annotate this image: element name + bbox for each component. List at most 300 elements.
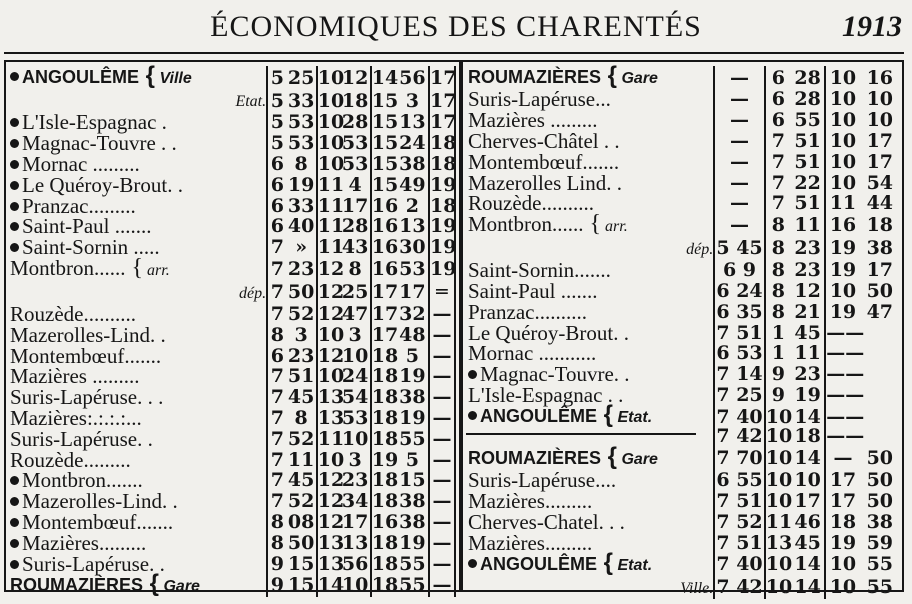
time-cell: 13: [341, 531, 369, 554]
time-cell: 10: [317, 111, 345, 134]
station-qualifier: dép.: [686, 240, 714, 258]
time-cell: 18: [371, 386, 399, 409]
time-cell: 17: [430, 66, 457, 89]
station-label: L'Isle-Espagnac . .: [468, 382, 624, 407]
table-row: [8, 216, 455, 237]
station-label: ROUMAZIÈRES: [468, 447, 602, 468]
time-cell: 6 35: [714, 301, 764, 322]
time-cell: 18: [371, 344, 399, 367]
time-cell: 23: [794, 237, 821, 260]
time-cell: 40: [287, 215, 315, 238]
time-cell: 11: [825, 193, 859, 214]
station-label: Mazières .........: [10, 364, 140, 389]
table-row: [8, 195, 455, 216]
station-name: [8, 174, 267, 195]
table-row: [8, 491, 455, 512]
table-row: [466, 66, 900, 89]
station-label: Pranzac..........: [468, 299, 587, 324]
time-cell: 33: [287, 89, 315, 112]
station-qualifier: arr.: [143, 261, 170, 279]
station-name: [466, 470, 714, 491]
time-cell: 18: [371, 552, 399, 575]
time-cell: 5: [267, 66, 286, 89]
top-rule: [4, 52, 904, 54]
bullet-icon: [10, 518, 19, 527]
time-cell: —: [825, 447, 859, 470]
time-cell: 11: [794, 342, 821, 365]
time-cell: 6: [267, 154, 286, 175]
time-cell: 50: [866, 447, 894, 470]
time-cell: 7 40: [714, 553, 764, 576]
time-cell: 10: [866, 109, 894, 132]
time-cell: 55: [866, 576, 894, 599]
time-cell: 19: [825, 301, 859, 322]
time-cell: —: [714, 214, 764, 237]
station-label: Rouzède..........: [10, 301, 136, 326]
time-cell: 8: [348, 258, 362, 281]
station-name: [466, 576, 714, 599]
station-name: [8, 112, 267, 133]
time-cell: 10: [825, 576, 859, 599]
time-cell: 6: [765, 66, 791, 89]
time-cell: 14: [794, 553, 821, 576]
time-cell: 7 25: [714, 385, 764, 406]
time-cell: 7: [267, 470, 286, 491]
table-row: [8, 281, 455, 304]
time-cell: 7 52: [714, 511, 764, 532]
time-cell: —: [429, 491, 455, 512]
time-cell: 11: [317, 236, 345, 259]
station-name: [8, 553, 267, 574]
station-name: [8, 301, 267, 326]
time-cell: 11: [794, 214, 821, 237]
station-qualifier: dép.: [239, 284, 267, 302]
time-cell: 12: [317, 281, 345, 304]
station-qualifier: Ville.: [680, 579, 714, 597]
time-cell: 7: [267, 408, 286, 429]
bullet-icon: [10, 139, 19, 148]
time-cell: 17: [866, 129, 894, 152]
time-cell: 54: [866, 171, 894, 194]
time-cell: 13: [399, 215, 426, 238]
station-name: [8, 151, 267, 176]
header: [0, 6, 912, 50]
time-cell: 38: [399, 152, 426, 175]
time-cell: 10: [317, 323, 345, 346]
time-cell: 8: [294, 406, 308, 429]
time-cell: 6: [267, 195, 286, 216]
time-cell: 51: [794, 192, 821, 215]
time-cell: 28: [794, 66, 821, 89]
time-cell: 18: [371, 365, 399, 388]
right-timetable-b: [466, 426, 900, 599]
station-name: [466, 511, 714, 532]
time-cell: 11: [317, 194, 345, 217]
time-cell: 10: [341, 427, 369, 450]
table-row: [466, 193, 900, 214]
time-cell: 11: [317, 427, 345, 450]
time-cell: 6: [765, 89, 791, 110]
time-cell: 17: [866, 150, 894, 173]
table-row: [466, 214, 900, 237]
station-name: [8, 405, 267, 430]
time-cell: 22: [794, 171, 821, 194]
time-cell: 15: [399, 469, 426, 492]
station-label: Montembœuf.......: [468, 149, 620, 174]
station-label: Saint-Sornin.......: [468, 258, 611, 283]
time-cell: 18: [794, 425, 821, 448]
time-cell: 6: [267, 345, 286, 366]
time-cell: 7 51: [714, 322, 764, 343]
time-cell: 46: [794, 510, 821, 533]
right-timetable-a: [466, 62, 900, 429]
time-cell: ——: [826, 425, 865, 448]
time-cell: 12: [794, 279, 821, 302]
time-cell: 33: [287, 194, 315, 217]
time-cell: —: [429, 304, 455, 325]
time-cell: 19: [399, 406, 426, 429]
time-cell: 10: [866, 88, 894, 111]
time-cell: 6: [267, 174, 286, 195]
time-cell: 18: [371, 490, 399, 513]
station-label: Mornac ...........: [468, 341, 597, 366]
time-cell: 17: [825, 491, 859, 512]
time-cell: 7 70: [714, 447, 764, 470]
time-cell: 50: [866, 469, 894, 492]
time-cell: 17: [430, 89, 457, 112]
time-cell: 10: [317, 89, 345, 112]
time-cell: 1: [765, 343, 791, 364]
time-cell: 10: [825, 553, 859, 576]
time-cell: —: [714, 151, 764, 172]
time-cell: ——: [826, 321, 865, 344]
station-qualifier: Etat.: [613, 556, 653, 574]
time-cell: 15: [287, 552, 315, 575]
time-cell: 12: [317, 302, 345, 325]
station-name: [466, 110, 714, 131]
station-label: Montbron......: [468, 211, 584, 236]
time-cell: 10: [765, 553, 793, 576]
station-label: Suris-Lapéruse....: [468, 468, 617, 493]
time-cell: 14: [371, 66, 399, 89]
time-cell: 28: [794, 88, 821, 111]
time-cell: 21: [794, 300, 821, 323]
station-label: Mazières.........: [468, 488, 593, 513]
station-label: Saint-Paul .......: [468, 278, 598, 303]
time-cell: —: [429, 574, 455, 597]
time-cell: 52: [287, 490, 315, 513]
station-name: [466, 278, 714, 303]
time-cell: 19: [430, 258, 457, 281]
time-cell: 38: [399, 386, 426, 409]
station-name: [466, 62, 714, 89]
table-row: [466, 172, 900, 193]
bullet-icon: [10, 181, 19, 190]
time-cell: 10: [765, 469, 793, 492]
station-name: [466, 426, 714, 447]
station-name: [8, 569, 267, 597]
time-cell: 6: [267, 216, 286, 237]
time-cell: 10: [825, 151, 859, 172]
station-name: [8, 281, 267, 304]
table-row: [8, 553, 455, 574]
table-row: [466, 301, 900, 322]
time-cell: 54: [341, 386, 369, 409]
table-row: [466, 110, 900, 131]
station-label: L'Isle-Espagnac .: [22, 110, 167, 135]
time-cell: 23: [287, 344, 315, 367]
station-name: [466, 210, 714, 237]
station-label: Pranzac.........: [22, 193, 136, 218]
time-cell: 28: [341, 215, 369, 238]
time-cell: 49: [399, 173, 426, 196]
time-cell: 14: [317, 574, 345, 597]
time-cell: 7: [267, 237, 286, 258]
time-cell: 5: [405, 344, 419, 367]
time-cell: 10: [341, 344, 369, 367]
station-name: [8, 470, 267, 491]
table-row: [8, 470, 455, 491]
time-cell: 19: [825, 237, 859, 260]
time-cell: 16: [866, 66, 894, 89]
time-cell: 15: [371, 132, 399, 155]
station-name: [8, 345, 267, 366]
time-cell: 43: [341, 236, 369, 259]
station-label: Saint-Sornin .....: [22, 235, 160, 260]
time-cell: 8: [267, 532, 286, 553]
time-cell: 45: [794, 531, 821, 554]
time-cell: 7: [267, 304, 286, 325]
time-cell: 7 42: [714, 426, 764, 447]
time-cell: 23: [794, 363, 821, 386]
time-cell: 7: [765, 151, 791, 172]
station-name: [8, 428, 267, 449]
time-cell: —: [429, 428, 455, 449]
time-cell: 19: [825, 532, 859, 553]
time-cell: 1: [765, 322, 791, 343]
brace-icon: {: [139, 62, 156, 89]
table-row: [466, 576, 900, 599]
brace-icon: {: [601, 62, 618, 89]
time-cell: —: [429, 387, 455, 408]
brace-icon: {: [143, 569, 160, 597]
time-cell: 45: [287, 386, 315, 409]
time-cell: [860, 405, 900, 428]
time-cell: 13: [765, 531, 793, 554]
station-name: [466, 488, 714, 513]
time-cell: 15: [371, 173, 399, 196]
station-label: Le Quéroy-Brout. .: [468, 320, 629, 345]
time-cell: 44: [866, 192, 894, 215]
time-cell: 15: [371, 111, 399, 134]
station-qualifier: Gare: [617, 450, 658, 468]
time-cell: 12: [317, 510, 345, 533]
station-name: [466, 548, 714, 576]
brace-icon: {: [597, 401, 614, 429]
time-cell: 5 45: [714, 237, 764, 260]
time-cell: 19: [371, 448, 399, 471]
bullet-icon: [10, 222, 19, 231]
station-label: Mazerolles-Lind. .: [22, 489, 178, 514]
bullet-icon: [10, 497, 19, 506]
brace-icon: {: [597, 548, 614, 576]
time-cell: [860, 322, 900, 343]
time-cell: 18: [371, 574, 399, 597]
time-cell: 7: [267, 449, 286, 470]
time-cell: [860, 426, 900, 447]
time-cell: ——: [826, 342, 865, 365]
time-cell: —: [429, 324, 455, 345]
station-name: [466, 322, 714, 343]
time-cell: 11: [765, 510, 793, 533]
time-cell: 15: [371, 89, 399, 112]
time-cell: 3: [405, 89, 419, 112]
station-label: Suris-Lapéruse. . .: [10, 385, 164, 410]
time-cell: 55: [866, 553, 894, 576]
time-cell: 19: [399, 365, 426, 388]
time-cell: 51: [794, 129, 821, 152]
page-title: ÉCONOMIQUES DES CHARENTÉS: [210, 10, 702, 43]
time-cell: 38: [399, 510, 426, 533]
time-cell: 25: [341, 281, 369, 304]
station-name: [466, 343, 714, 364]
table-row: [8, 532, 455, 553]
time-cell: 2: [405, 194, 419, 217]
time-cell: 7: [765, 172, 791, 193]
station-name: [8, 449, 267, 470]
time-cell: 10: [825, 66, 859, 89]
time-cell: 5: [267, 89, 286, 112]
time-cell: —: [714, 89, 764, 110]
table-row: [466, 364, 900, 385]
time-cell: 10: [825, 131, 859, 152]
time-cell: 7 14: [714, 364, 764, 385]
table-row: [8, 428, 455, 449]
time-cell: 10: [765, 405, 793, 428]
time-cell: 17: [399, 281, 426, 304]
bullet-icon: [468, 559, 477, 568]
table-row: [8, 304, 455, 325]
time-cell: 17: [430, 111, 457, 134]
brace-icon: {: [583, 210, 602, 237]
station-label: Mazerolles-Lind. .: [10, 322, 166, 347]
table-row: [466, 322, 900, 343]
time-cell: 14: [794, 576, 821, 599]
station-name: [466, 172, 714, 193]
time-cell: 23: [341, 469, 369, 492]
station-label: Suris-Lapéruse...: [468, 87, 611, 112]
station-name: [466, 301, 714, 322]
time-cell: 55: [794, 109, 821, 132]
station-label: Montbron......: [10, 255, 126, 280]
time-cell: 3: [348, 448, 362, 471]
time-cell: 8: [294, 152, 308, 175]
table-row: [8, 366, 455, 387]
time-cell: 17: [341, 194, 369, 217]
time-cell: [860, 364, 900, 385]
time-cell: 4: [348, 173, 362, 196]
time-cell: 08: [287, 510, 315, 533]
time-cell: 18: [371, 531, 399, 554]
year-label: 1913: [842, 10, 902, 43]
time-cell: ═: [429, 281, 455, 304]
time-cell: —: [429, 408, 455, 429]
time-cell: 13: [317, 531, 345, 554]
station-name: [8, 62, 267, 89]
station-name: [466, 151, 714, 172]
time-cell: —: [429, 345, 455, 366]
station-label: Cherves-Châtel . .: [468, 128, 620, 153]
time-cell: —: [429, 512, 455, 533]
time-cell: 10: [765, 489, 793, 512]
time-cell: 10: [794, 469, 821, 492]
time-cell: 7 51: [714, 532, 764, 553]
station-name: [8, 509, 267, 534]
time-cell: 53: [341, 132, 369, 155]
time-cell: 10: [765, 576, 793, 599]
time-cell: 16: [371, 215, 399, 238]
time-cell: 55: [399, 574, 426, 597]
table-row: [8, 408, 455, 429]
time-cell: 10: [317, 365, 345, 388]
station-label: Mazières .........: [468, 108, 598, 133]
time-cell: 17: [371, 323, 399, 346]
time-cell: 16: [371, 258, 399, 281]
time-cell: 53: [341, 406, 369, 429]
table-row: [466, 511, 900, 532]
time-cell: 6: [765, 110, 791, 131]
station-label: Mazières.........: [22, 530, 147, 555]
station-qualifier: Etat.: [613, 409, 653, 427]
time-cell: 10: [765, 447, 793, 470]
time-cell: 52: [287, 302, 315, 325]
station-name: [466, 364, 714, 385]
time-cell: 12: [317, 490, 345, 513]
station-label: ANGOULÊME: [480, 406, 597, 427]
station-label: ANGOULÊME: [22, 67, 139, 87]
station-qualifier: Gare: [617, 70, 658, 87]
time-cell: —: [429, 532, 455, 553]
time-cell: 18: [866, 214, 894, 237]
time-cell: 10: [341, 574, 369, 597]
time-cell: 19: [430, 173, 457, 196]
time-cell: 16: [825, 214, 859, 237]
time-cell: 50: [287, 281, 315, 304]
time-cell: 7: [267, 387, 286, 408]
time-cell: 18: [371, 427, 399, 450]
station-name: [8, 89, 267, 112]
time-cell: 50: [866, 489, 894, 512]
station-name: [8, 491, 267, 512]
table-row: [8, 133, 455, 154]
time-cell: 14: [794, 447, 821, 470]
time-cell: —: [714, 110, 764, 131]
time-cell: 50: [287, 531, 315, 554]
time-cell: 13: [317, 406, 345, 429]
table-row: [8, 449, 455, 470]
table-row: [8, 512, 455, 533]
time-cell: 8: [765, 281, 791, 302]
station-name: [466, 237, 714, 260]
station-label: Cherves-Chatel. . .: [468, 509, 625, 534]
time-cell: »: [295, 236, 308, 259]
station-label: Rouzède.........: [10, 447, 131, 472]
time-cell: 32: [399, 302, 426, 325]
time-cell: 5: [405, 448, 419, 471]
time-cell: 3: [294, 323, 308, 346]
time-cell: ——: [826, 405, 865, 428]
time-cell: —: [429, 449, 455, 470]
